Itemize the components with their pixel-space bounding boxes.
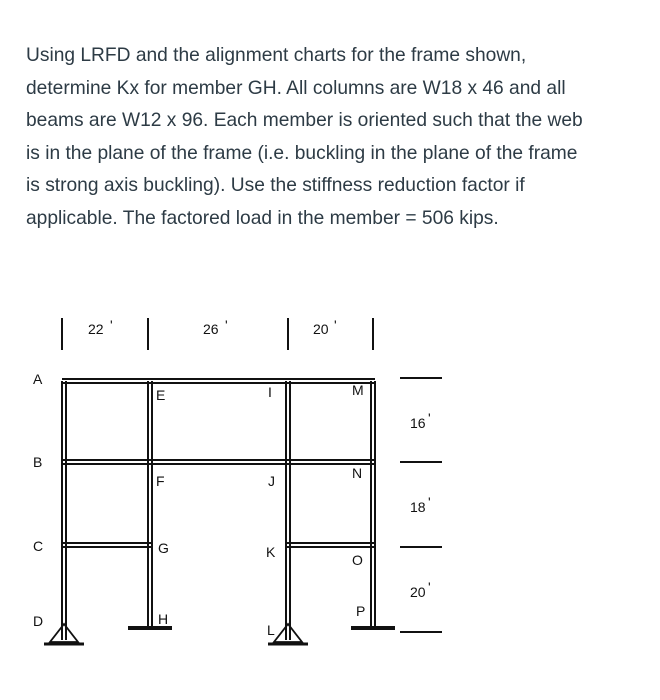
joint-label-A: A: [33, 371, 43, 387]
pin-support-D: [44, 624, 84, 644]
bay-dim-2: 26: [203, 321, 219, 337]
problem-statement: [26, 40, 656, 236]
joint-label-I: I: [268, 384, 272, 400]
joint-label-J: J: [268, 473, 275, 489]
joint-label-P: P: [356, 603, 366, 619]
joint-label-F: F: [156, 473, 165, 489]
frame-diagram: [0, 300, 660, 700]
joint-labels: [33, 371, 365, 638]
story-height-1-tick: ': [428, 410, 431, 426]
bay-dim-1-tick: ': [110, 317, 113, 333]
story-height-2-tick: ': [428, 494, 431, 510]
story-height-1: 16: [410, 415, 426, 431]
frame-beams: [62, 379, 375, 547]
frame-figure: [0, 300, 660, 700]
joint-label-G: G: [158, 540, 169, 556]
joint-label-K: K: [266, 544, 276, 560]
problem-line-5: is strong axis buckling). Use the stiffness reduction factor if: [26, 175, 525, 197]
problem-line-4: is in the plane of the frame (i.e. buckling in the plane of the frame: [26, 142, 578, 164]
story-dimension-column: [400, 378, 442, 632]
joint-label-M: M: [352, 382, 364, 398]
joint-label-B: B: [33, 454, 43, 470]
joint-label-H: H: [158, 611, 169, 627]
problem-line-2: determine Kx for member GH. All columns are W18 x 46 and all: [26, 77, 566, 99]
problem-line-6: applicable. The factored load in the member = 506 kips.: [26, 207, 499, 229]
joint-label-C: C: [33, 538, 44, 554]
fixed-support-P: [351, 626, 395, 630]
joint-label-O: O: [352, 552, 363, 568]
joint-label-N: N: [352, 465, 363, 481]
story-height-2: 18: [410, 499, 426, 515]
joint-label-D: D: [33, 613, 44, 629]
bay-dimension-row: [62, 317, 373, 350]
bay-dim-2-tick: ': [225, 317, 228, 333]
supports: [44, 624, 395, 644]
frame-columns: [62, 381, 375, 640]
bay-dim-1: 22: [88, 321, 104, 337]
joint-label-E: E: [156, 387, 166, 403]
joint-label-L: L: [267, 622, 275, 638]
bay-dim-3-tick: ': [334, 317, 337, 333]
story-height-3-tick: ': [428, 579, 431, 595]
problem-line-3: beams are W12 x 96. Each member is oriented such that the web: [26, 110, 583, 132]
bay-dim-3: 20: [313, 321, 329, 337]
problem-line-1: Using LRFD and the alignment charts for the frame shown,: [26, 45, 527, 66]
story-height-3: 20: [410, 584, 426, 600]
